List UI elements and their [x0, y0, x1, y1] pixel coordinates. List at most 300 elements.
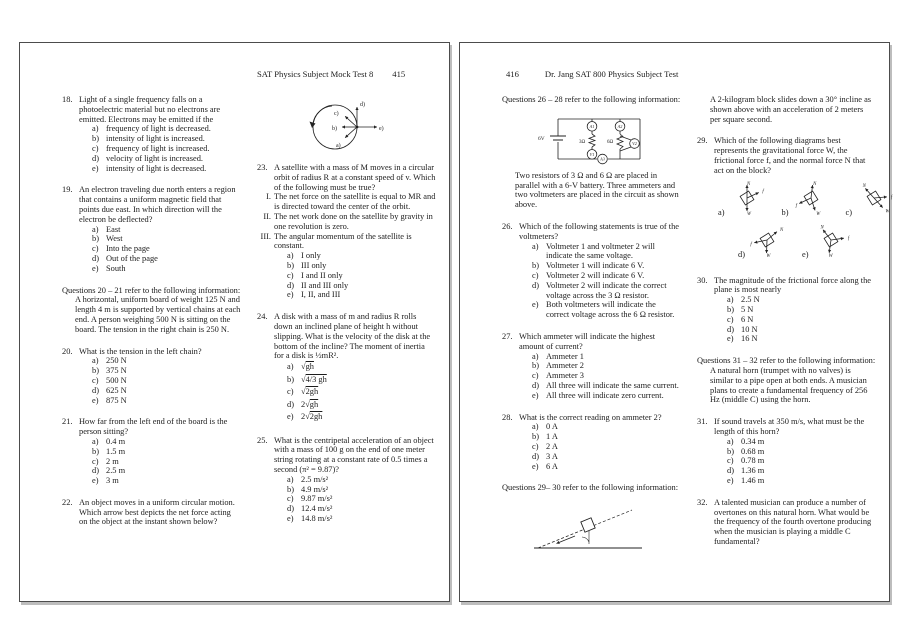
option-text: I only [301, 251, 321, 261]
question-number: 30. [697, 275, 708, 285]
option-label: a) [287, 362, 294, 372]
statement-text: The angular momentum of the satellite is constant. [274, 231, 412, 251]
option-row [714, 305, 876, 315]
question-text: What is the tension in the left chain? [79, 346, 202, 356]
option-row [714, 456, 876, 466]
arrow-label-a: a) [336, 143, 341, 149]
battery-symbol [550, 136, 566, 140]
radicand: gh [309, 399, 319, 409]
radicand: 2gh [309, 412, 323, 422]
force-label: f [761, 189, 764, 195]
question-block [62, 498, 241, 527]
question-body [274, 312, 436, 423]
incline-figure-svg [528, 501, 648, 555]
force-label: W [828, 253, 833, 259]
option-label: d) [287, 504, 294, 514]
option-text: I, II, and III [301, 290, 341, 300]
option-row [79, 234, 241, 244]
option-label: b) [92, 366, 99, 376]
header-page-number: 415 [392, 69, 406, 79]
force-label: N [746, 181, 750, 187]
option-text: intensity of light is increased. [106, 134, 205, 144]
option-text: Voltmeter 2 will indicate 6 V. [546, 270, 645, 280]
option-label: b) [287, 484, 294, 494]
question-number: 26. [502, 221, 513, 231]
arrow-label-e: e) [379, 126, 384, 132]
option-text: II and III only [301, 280, 349, 290]
force-diagram-drawing [810, 222, 854, 259]
option-label: d) [287, 280, 294, 290]
page-left [19, 42, 450, 602]
option-text: intensity of light is decreased. [106, 163, 207, 173]
option-row [519, 452, 681, 462]
option-label: b) [92, 446, 99, 456]
question-block [62, 95, 241, 173]
header-title: SAT Physics Subject Mock Test 8 [257, 69, 374, 79]
page-header [506, 69, 678, 79]
option-label: e) [287, 412, 294, 422]
option-row [519, 271, 681, 281]
option-row [714, 295, 876, 305]
option-text: All three will indicate zero current. [546, 390, 664, 400]
force-diagram [846, 180, 898, 217]
option-label: e) [92, 163, 99, 173]
info-heading: Questions 29– 30 refer to the following information: [502, 483, 679, 493]
question-body [519, 413, 681, 472]
option-text: South [106, 263, 126, 273]
arrow-label-b: b) [332, 126, 337, 132]
question-block [257, 436, 436, 524]
option-text: Ammeter 2 [546, 361, 584, 371]
meter-label: A3 [600, 156, 605, 162]
option-text: All three will indicate the same current. [546, 380, 679, 390]
option-label: e) [287, 514, 294, 524]
option-text: 0.78 m [741, 456, 765, 466]
page-columns [20, 95, 436, 539]
question-block [502, 413, 681, 472]
option-row [79, 366, 241, 376]
question-text: What is the centripetal acceleration of an object with a mass of 100 g on the end of one meter string rotating at a constant rate of 0.5 times a second (π² = 9.87)? [274, 435, 434, 475]
circuit-figure-svg [536, 109, 654, 167]
question-body [519, 222, 681, 320]
info-body: A horizontal, uniform board of weight 125 N and length 4 m is supported by vertical chains at each end. A person weighing 500 N is sitting on the board. The tension in the right chain is 250 N. [75, 295, 241, 334]
option-text: 14.8 m/s² [301, 514, 333, 524]
meter-label: A2 [617, 123, 623, 129]
option-label: c) [287, 270, 294, 280]
force-label: N [862, 183, 866, 189]
option-row [274, 386, 436, 399]
meter-label: A1 [589, 123, 595, 129]
option-label: b) [727, 304, 734, 314]
question-text: A talented musician can produce a number of overtones on this natural horn. What would be the frequency of the fourth overtone producing when the musician is playing a middle C fundamental? [714, 497, 872, 546]
incline-figure [528, 501, 681, 555]
question-body [79, 347, 241, 406]
diagram-label: d) [738, 249, 745, 259]
option-row [274, 281, 436, 291]
question-block [62, 185, 241, 273]
option-row [519, 361, 681, 371]
option-text: 4.9 m/s² [301, 484, 329, 494]
question-body [79, 417, 241, 486]
option-text: 5 N [741, 304, 754, 314]
option-text: 2 m [106, 456, 119, 466]
force-diagram-drawing [726, 180, 770, 217]
option-label: b) [92, 234, 99, 244]
option-row [519, 442, 681, 452]
resistor1-label: 3Ω [579, 139, 586, 145]
radicand: 2gh [305, 387, 319, 397]
option-row [714, 466, 876, 476]
force-diagram-svg [810, 222, 854, 259]
option-text: 375 N [106, 366, 127, 376]
option-row [714, 447, 876, 457]
question-body [714, 498, 876, 547]
option-label: a) [287, 251, 294, 261]
option-text: Into the page [106, 244, 150, 254]
option-row [79, 264, 241, 274]
option-text: 2 A [546, 441, 558, 451]
option-row [519, 352, 681, 362]
option-text: 2.5 N [741, 295, 760, 305]
option-label: d) [532, 380, 539, 390]
option-label: b) [532, 432, 539, 442]
option-label: e) [92, 263, 99, 273]
option-text: 6 N [741, 314, 754, 324]
force-diagram-drawing [790, 180, 834, 217]
question-block [697, 276, 876, 345]
angle-arc [582, 537, 589, 542]
question-text: If sound travels at 350 m/s, what must be the length of this horn? [714, 417, 865, 436]
option-label: a) [727, 295, 734, 305]
info-block [62, 286, 241, 335]
question-text: Which ammeter will indicate the highest amount of current? [519, 331, 656, 351]
option-text: Voltmeter 2 will indicate the correct voltage across the 3 Ω resistor. [546, 280, 667, 300]
question-body [274, 436, 436, 524]
question-number: 23. [257, 163, 268, 172]
statement-label: III. [260, 231, 271, 241]
option-row [274, 290, 436, 300]
question-text: How far from the left end of the board is the person sitting? [79, 417, 228, 437]
statement-text: The net force on the satellite is equal to MR and is directed toward the center of the orbit. [274, 192, 436, 212]
option-text: √gh [301, 362, 314, 372]
force-label: N [812, 181, 816, 187]
question-number: 24. [257, 312, 268, 322]
option-row [79, 476, 241, 486]
option-label: e) [92, 476, 99, 486]
option-row [274, 399, 436, 412]
option-row [714, 334, 876, 344]
force-label: f [750, 241, 752, 247]
option-text: West [106, 234, 123, 244]
option-label: e) [532, 300, 539, 310]
option-row [79, 447, 241, 457]
option-label: b) [287, 260, 294, 270]
option-row [274, 475, 436, 485]
question-body [714, 136, 893, 263]
question-number: 29. [697, 136, 708, 146]
block-square [581, 518, 595, 532]
option-label: d) [532, 280, 539, 290]
info-block [697, 356, 876, 405]
force-diagram-svg [746, 222, 790, 259]
option-label: c) [532, 371, 539, 381]
question-text: Which of the following statements is true of the voltmeters? [519, 221, 680, 241]
option-row [274, 374, 436, 387]
force-label: N [820, 224, 824, 230]
option-row [714, 315, 876, 325]
option-text: Ammeter 1 [546, 351, 584, 361]
force-label: W [885, 209, 890, 215]
option-text: Ammeter 3 [546, 371, 584, 381]
diagram-label: c) [845, 207, 853, 217]
option-text: 1.46 m [741, 475, 765, 485]
info-block [502, 95, 681, 210]
statement-row [257, 232, 436, 252]
option-label: e) [532, 390, 539, 400]
info-body: Two resistors of 3 Ω and 6 Ω are placed in parallel with a 6-V battery. Three ammeters and two voltmeters are placed in the circuit as shown above. [515, 170, 679, 210]
option-label: a) [532, 241, 539, 251]
option-text: frequency of light is increased. [106, 143, 210, 153]
statement-row [257, 212, 436, 232]
arrow-label-d: d) [360, 102, 365, 108]
option-label: d) [727, 324, 734, 334]
option-row [79, 396, 241, 406]
option-label: d) [92, 253, 99, 263]
question-text: What is the correct reading on ammeter 2? [519, 412, 662, 422]
option-row [714, 476, 876, 486]
question-text: The magnitude of the frictional force along the plane is most nearly [714, 275, 871, 295]
option-label: a) [92, 436, 99, 446]
option-text: frequency of light is decreased. [106, 124, 211, 134]
option-text: 250 N [106, 356, 127, 366]
option-text: I and II only [301, 270, 343, 280]
info-body: A 2-kilogram block slides down a 30° incline as shown above with an acceleration of 2 meters per square second. [710, 95, 872, 124]
option-label: a) [532, 351, 539, 361]
option-text: velocity of light is increased. [106, 153, 203, 163]
option-text: 1.5 m [106, 446, 126, 456]
option-label: d) [92, 385, 99, 395]
option-label: b) [92, 134, 99, 144]
option-label: c) [727, 314, 734, 324]
option-label: c) [92, 143, 99, 153]
info-body: A natural horn (trumpet with no valves) is similar to a pipe open at both ends. A musician plans to create a fundamental frequency of 256 Hz (middle C) using the horn. [710, 365, 868, 405]
question-block [697, 498, 876, 547]
option-text: 0.4 m [106, 436, 126, 446]
option-row [714, 325, 876, 335]
force-label: f [847, 236, 849, 242]
option-row [79, 356, 241, 366]
option-label: d) [532, 451, 539, 461]
option-row [519, 432, 681, 442]
radicand: gh [305, 362, 314, 372]
force-diagram-svg [853, 180, 897, 217]
diagram-label: e) [801, 249, 809, 259]
question-text: A satellite with a mass of M moves in a circular orbit of radius R at a constant speed of v. Which of the following must be true? [274, 163, 436, 192]
question-text: An electron traveling due north enters a region that contains a uniform magnetic field that points due east. In which direction will the electron be deflected? [79, 185, 236, 224]
question-block [502, 332, 681, 401]
option-text: 16 N [741, 334, 758, 344]
battery-label: 6V [538, 135, 545, 142]
option-text: Voltmeter 1 and voltmeter 2 will indicate the same voltage. [546, 241, 655, 261]
option-row [79, 244, 241, 254]
option-row [274, 504, 436, 514]
option-label: e) [727, 334, 734, 344]
force-label: W [746, 211, 751, 217]
option-label: c) [532, 441, 539, 451]
option-row [79, 144, 241, 154]
option-row [519, 381, 681, 391]
circular-motion-figure-svg [299, 97, 399, 155]
option-text: 2.5 m/s² [301, 474, 329, 484]
force-label: W [766, 253, 771, 259]
resistor2-label: 6Ω [607, 139, 614, 145]
option-row [519, 281, 681, 301]
circuit-figure [536, 109, 681, 167]
option-text: 2√gh [301, 399, 319, 409]
statement-text: The net work done on the satellite by gravity in one revolution is zero. [274, 211, 433, 231]
force-diagram-drawing [746, 222, 790, 259]
question-text: An object moves in a uniform circular motion. Which arrow best depicts the net force acting on the object at the instant shown below? [79, 497, 235, 527]
option-text: Voltmeter 1 will indicate 6 V. [546, 261, 645, 271]
option-label: b) [532, 261, 539, 271]
diagram-label: b) [781, 207, 789, 217]
option-text: 3 A [546, 451, 558, 461]
question-number: 27. [502, 331, 513, 341]
answer-diagrams [718, 180, 893, 259]
question-block [502, 222, 681, 320]
page-header [257, 69, 405, 79]
page-columns [460, 95, 893, 567]
option-row [79, 254, 241, 264]
option-text: 12.4 m/s² [301, 504, 333, 514]
option-row [274, 261, 436, 271]
option-row [79, 164, 241, 174]
option-row [79, 437, 241, 447]
option-text: 9.87 m/s² [301, 494, 333, 504]
force-label: f [890, 194, 893, 200]
diagram-label: a) [718, 207, 725, 217]
option-text: 875 N [106, 395, 127, 405]
option-label: a) [92, 224, 99, 234]
force-label: f [795, 203, 797, 209]
option-text: East [106, 224, 121, 234]
option-row [79, 386, 241, 396]
info-heading: Questions 20 – 21 refer to the following information: [62, 285, 241, 295]
option-text: 625 N [106, 385, 127, 395]
option-text: 1.36 m [741, 466, 765, 476]
diagram-row [718, 180, 893, 217]
option-text: 2.5 m [106, 466, 126, 476]
force-diagram-svg [790, 180, 834, 217]
option-label: a) [727, 436, 734, 446]
option-label: c) [287, 494, 294, 504]
option-text: 0.34 m [741, 436, 765, 446]
option-label: c) [92, 375, 99, 385]
option-label: d) [92, 153, 99, 163]
option-row [79, 134, 241, 144]
info-heading: Questions 31 – 32 refer to the following information: [697, 356, 876, 366]
force-label: W [815, 211, 820, 217]
radicand: 4/3 gh [305, 374, 327, 384]
option-label: a) [92, 356, 99, 366]
question-block [62, 417, 241, 486]
option-text: Both voltmeters will indicate the correct voltage across the 6 Ω resistor. [546, 300, 675, 320]
question-block [257, 312, 436, 423]
info-block [697, 95, 876, 124]
option-row [79, 457, 241, 467]
option-label: c) [532, 270, 539, 280]
option-row [519, 261, 681, 271]
option-row [274, 361, 436, 374]
question-body [79, 498, 241, 527]
option-row [79, 376, 241, 386]
info-heading: Questions 26 – 28 refer to the following information: [502, 95, 681, 104]
force-diagram [718, 180, 770, 217]
question-text: A disk with a mass of m and radius R rolls down an inclined plane of height h without slipping. What is the velocity of the disk at the bottom of the incline? The moment of inertia for a disk is ½mR². [274, 312, 431, 361]
option-text: 0 A [546, 422, 558, 432]
option-row [79, 466, 241, 476]
option-label: d) [287, 399, 294, 409]
option-label: e) [532, 461, 539, 471]
option-text: 0.68 m [741, 446, 765, 456]
question-text: Light of a single frequency falls on a photoelectric material but no electrons are emitted. Electrons may be emitted if the [79, 95, 221, 124]
option-text: √4/3 gh [301, 374, 327, 384]
option-text: 10 N [741, 324, 758, 334]
statement-label: I. [266, 192, 271, 202]
option-label: d) [727, 466, 734, 476]
question-body [714, 276, 876, 345]
option-label: e) [727, 475, 734, 485]
question-number: 18. [62, 95, 73, 104]
statement-row [257, 192, 436, 212]
question-number: 21. [62, 417, 73, 427]
question-number: 28. [502, 412, 513, 422]
option-label: b) [532, 361, 539, 371]
option-label: c) [727, 456, 734, 466]
force-diagram-svg [726, 180, 770, 217]
option-row [274, 251, 436, 261]
question-body [519, 332, 681, 401]
question-block [62, 347, 241, 406]
option-text: 1 A [546, 432, 558, 442]
question-number: 22. [62, 497, 73, 507]
option-row [519, 422, 681, 432]
option-row [274, 411, 436, 424]
question-block [697, 417, 876, 486]
column-right [697, 95, 893, 567]
force-diagram [782, 180, 834, 217]
question-block [697, 136, 893, 263]
option-row [274, 494, 436, 504]
force-diagram [738, 222, 790, 259]
option-label: a) [532, 422, 539, 432]
option-label: c) [287, 387, 294, 397]
question-body [714, 417, 876, 486]
circular-motion-figure [299, 97, 436, 155]
meter-label: V2 [632, 140, 637, 146]
option-row [274, 485, 436, 495]
option-row [274, 271, 436, 281]
question-number: 20. [62, 346, 73, 356]
option-text: 2√2gh [301, 412, 323, 422]
question-block [257, 163, 436, 300]
option-label: c) [92, 456, 99, 466]
option-row [79, 225, 241, 235]
column-left [502, 95, 681, 567]
option-row [519, 242, 681, 262]
arrow-label-c: c) [334, 111, 339, 117]
option-label: d) [92, 466, 99, 476]
